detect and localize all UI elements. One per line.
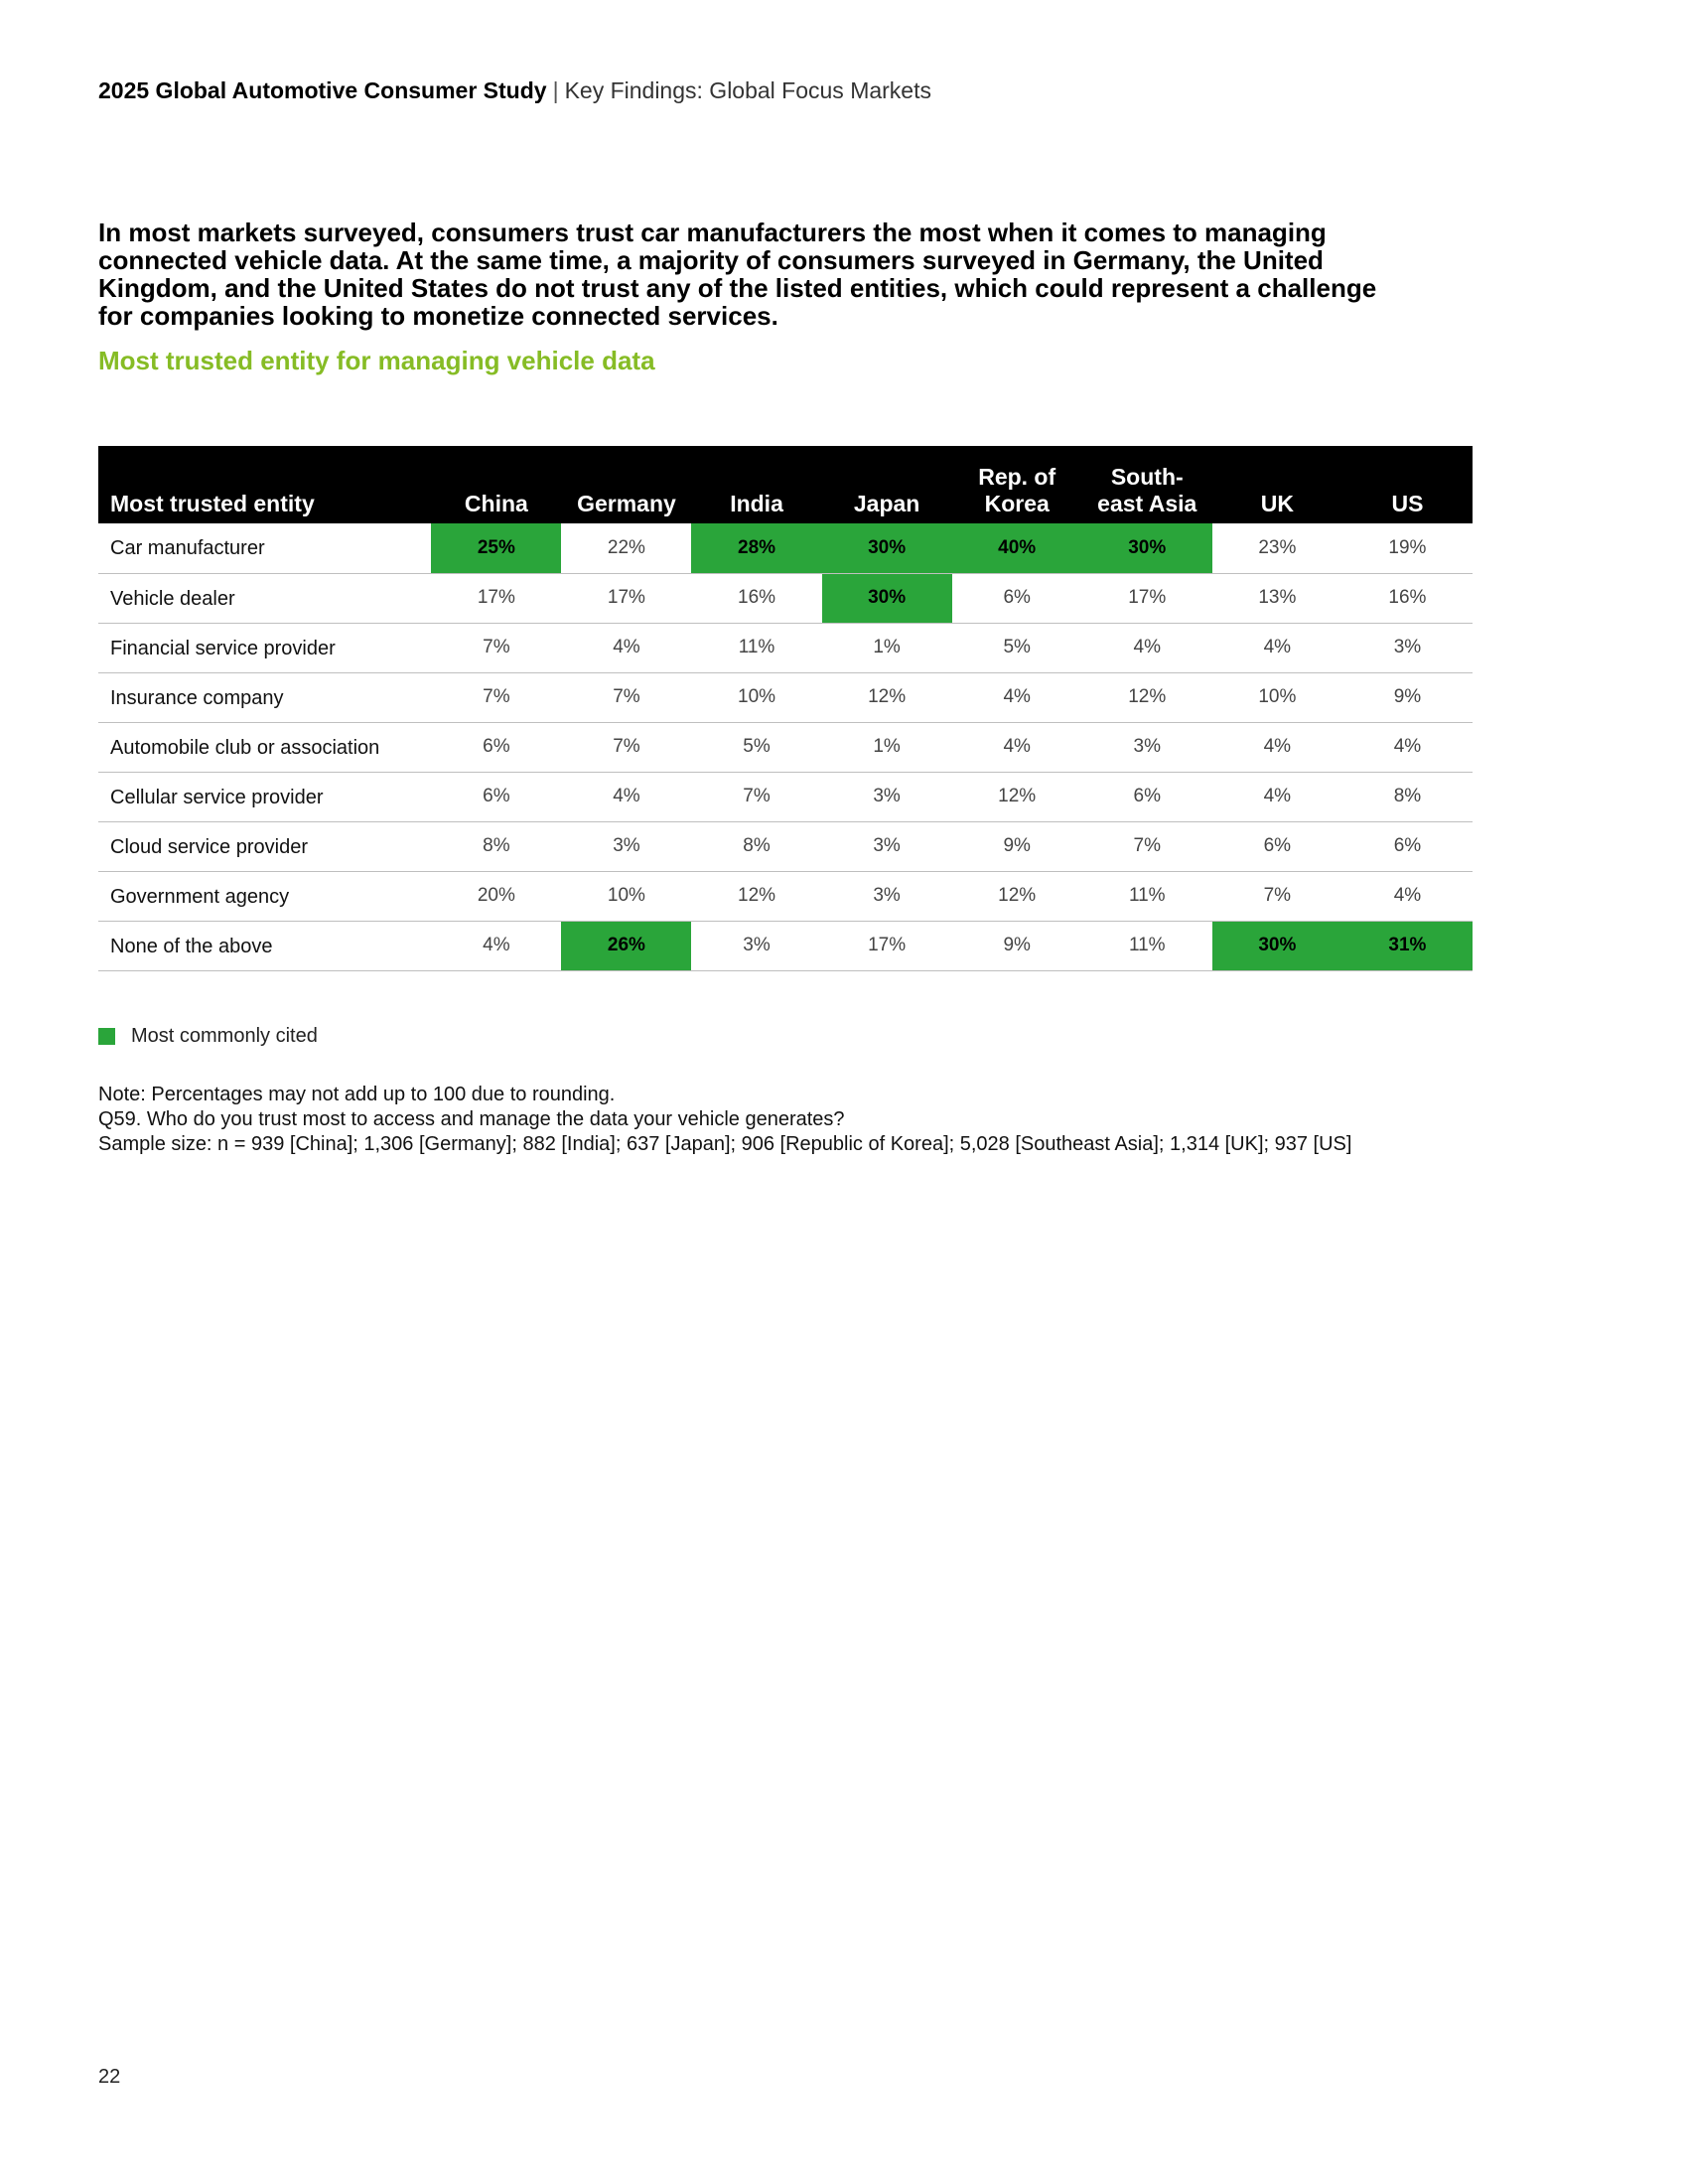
value-cell: 16% (691, 573, 821, 623)
market-column-header (952, 446, 1082, 523)
entity-label: Insurance company (98, 672, 431, 722)
table-row (98, 921, 1473, 970)
value-cell: 12% (952, 772, 1082, 821)
notes (98, 1083, 1351, 1157)
highlighted-value-cell: 31% (1342, 921, 1473, 970)
value-cell: 12% (1082, 672, 1212, 722)
table-row (98, 871, 1473, 921)
market-header-line2: east Asia (1097, 491, 1197, 516)
value-cell: 11% (1082, 871, 1212, 921)
value-cell: 7% (561, 722, 691, 772)
entity-label: Automobile club or association (98, 722, 431, 772)
table-row (98, 672, 1473, 722)
value-cell: 20% (431, 871, 561, 921)
value-cell: 4% (1082, 623, 1212, 672)
legend-label: Most commonly cited (131, 1025, 318, 1047)
market-header-line1: South- (1110, 464, 1184, 490)
value-cell: 22% (561, 523, 691, 573)
value-cell: 7% (691, 772, 821, 821)
value-cell: 12% (952, 871, 1082, 921)
value-cell: 4% (952, 722, 1082, 772)
value-cell: 6% (952, 573, 1082, 623)
table-row (98, 523, 1473, 573)
legend-swatch (98, 1028, 115, 1045)
value-cell: 3% (691, 921, 821, 970)
table-row (98, 772, 1473, 821)
market-header-line2: Korea (984, 491, 1050, 516)
value-cell: 9% (952, 821, 1082, 871)
value-cell: 4% (952, 672, 1082, 722)
value-cell: 12% (691, 871, 821, 921)
market-column-header (1342, 446, 1473, 523)
value-cell: 4% (1212, 772, 1342, 821)
value-cell: 6% (1082, 772, 1212, 821)
value-cell: 7% (431, 672, 561, 722)
value-cell: 4% (1342, 722, 1473, 772)
value-cell: 11% (1082, 921, 1212, 970)
value-cell: 1% (822, 623, 952, 672)
value-cell: 17% (822, 921, 952, 970)
market-column-header (822, 446, 952, 523)
highlighted-value-cell: 28% (691, 523, 821, 573)
value-cell: 7% (431, 623, 561, 672)
entity-column-header: Most trusted entity (98, 446, 431, 523)
value-cell: 17% (561, 573, 691, 623)
value-cell: 6% (431, 722, 561, 772)
value-cell: 4% (431, 921, 561, 970)
section-title: Key Findings: Global Focus Markets (564, 77, 931, 103)
value-cell: 19% (1342, 523, 1473, 573)
market-header-line2: Germany (577, 491, 676, 516)
value-cell: 4% (561, 772, 691, 821)
study-title: 2025 Global Automotive Consumer Study (98, 77, 547, 103)
market-header-line2: India (730, 491, 783, 516)
highlighted-value-cell: 30% (1082, 523, 1212, 573)
market-header-line2: Japan (853, 491, 920, 516)
value-cell: 3% (822, 871, 952, 921)
market-column-header (691, 446, 821, 523)
highlighted-value-cell: 30% (822, 573, 952, 623)
value-cell: 17% (431, 573, 561, 623)
value-cell: 4% (1212, 623, 1342, 672)
table-subtitle: Most trusted entity for managing vehicle data (98, 346, 655, 375)
header-separator: | (552, 77, 559, 103)
entity-label: Car manufacturer (98, 523, 431, 573)
value-cell: 8% (431, 821, 561, 871)
value-cell: 5% (952, 623, 1082, 672)
entity-label: Financial service provider (98, 623, 431, 672)
value-cell: 10% (691, 672, 821, 722)
value-cell: 7% (561, 672, 691, 722)
value-cell: 7% (1212, 871, 1342, 921)
value-cell: 5% (691, 722, 821, 772)
value-cell: 4% (1342, 871, 1473, 921)
highlighted-value-cell: 40% (952, 523, 1082, 573)
value-cell: 6% (431, 772, 561, 821)
market-column-header (431, 446, 561, 523)
value-cell: 1% (822, 722, 952, 772)
market-header-line2: US (1391, 491, 1424, 516)
table-row (98, 573, 1473, 623)
value-cell: 11% (691, 623, 821, 672)
note-text: Note: Percentages may not add up to 100 due to rounding. (98, 1084, 616, 1105)
highlighted-value-cell: 26% (561, 921, 691, 970)
entity-label: Government agency (98, 871, 431, 921)
market-column-header (1082, 446, 1212, 523)
value-cell: 6% (1342, 821, 1473, 871)
value-cell: 4% (561, 623, 691, 672)
legend (98, 1025, 318, 1048)
value-cell: 8% (691, 821, 821, 871)
highlighted-value-cell: 30% (822, 523, 952, 573)
value-cell: 9% (1342, 672, 1473, 722)
value-cell: 12% (822, 672, 952, 722)
page-header (98, 77, 931, 104)
trust-table (98, 446, 1473, 971)
value-cell: 6% (1212, 821, 1342, 871)
market-header-line1: Rep. of (978, 464, 1056, 490)
value-cell: 3% (561, 821, 691, 871)
value-cell: 3% (822, 772, 952, 821)
value-cell: 9% (952, 921, 1082, 970)
sample-size-text: Sample size: n = 939 [China]; 1,306 [Germany]; 882 [India]; 637 [Japan]; 906 [Republic of Korea]; 5,028 [Southeast Asia]; 1,314 [UK]; 937 [US] (98, 1133, 1352, 1155)
highlighted-value-cell: 30% (1212, 921, 1342, 970)
entity-label: None of the above (98, 921, 431, 970)
value-cell: 13% (1212, 573, 1342, 623)
entity-label: Vehicle dealer (98, 573, 431, 623)
entity-label: Cloud service provider (98, 821, 431, 871)
entity-label: Cellular service provider (98, 772, 431, 821)
table-row (98, 623, 1473, 672)
value-cell: 16% (1342, 573, 1473, 623)
market-column-header (561, 446, 691, 523)
value-cell: 10% (561, 871, 691, 921)
value-cell: 3% (1342, 623, 1473, 672)
table-body (98, 523, 1473, 970)
value-cell: 7% (1082, 821, 1212, 871)
value-cell: 8% (1342, 772, 1473, 821)
value-cell: 17% (1082, 573, 1212, 623)
value-cell: 3% (822, 821, 952, 871)
table-row (98, 722, 1473, 772)
value-cell: 4% (1212, 722, 1342, 772)
market-column-header (1212, 446, 1342, 523)
question-text: Q59. Who do you trust most to access and manage the data your vehicle generates? (98, 1108, 845, 1130)
highlighted-value-cell: 25% (431, 523, 561, 573)
page-number: 22 (98, 2066, 121, 2088)
table-header-row (98, 446, 1473, 523)
market-header-line2: China (464, 491, 528, 516)
value-cell: 23% (1212, 523, 1342, 573)
table-row (98, 821, 1473, 871)
value-cell: 3% (1082, 722, 1212, 772)
market-header-line2: UK (1260, 491, 1294, 516)
intro-paragraph: In most markets surveyed, consumers trust car manufacturers the most when it comes to managing connected vehicle data. At the same time, a majority of consumers surveyed in Germany, the United Kingdom, and the United States do not trust any of the listed entities, which could represent a challenge for companies looking to monetize connected services. (98, 218, 1377, 331)
value-cell: 10% (1212, 672, 1342, 722)
